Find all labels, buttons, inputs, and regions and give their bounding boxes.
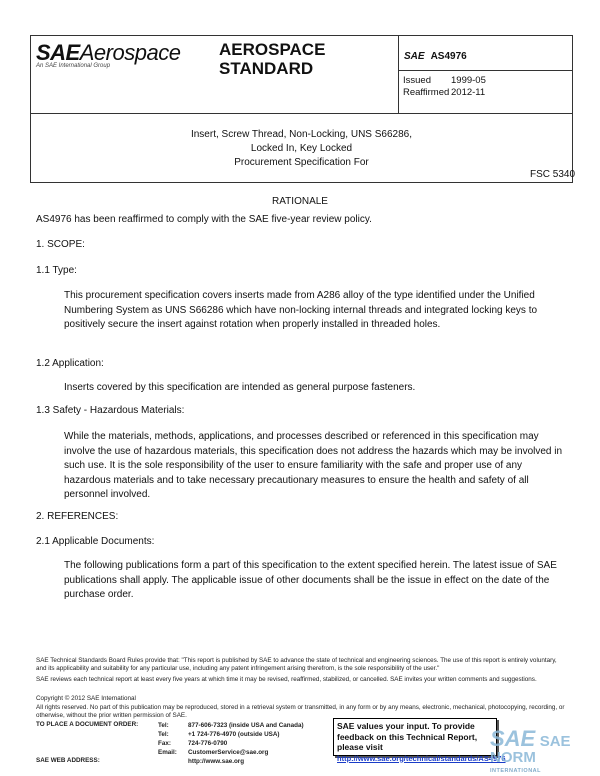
sae-logo: SAE	[404, 51, 425, 62]
sae-norm-watermark	[490, 728, 600, 775]
footer-copyright: Copyright © 2012 SAE International	[36, 695, 136, 702]
watermark-sub: INTERNATIONAL	[490, 768, 542, 774]
rationale-text: AS4976 has been reaffirmed to comply with the SAE five-year review policy.	[36, 214, 372, 225]
footer-rules: SAE Technical Standards Board Rules provide that: "This report is published by SAE to advance the state of technical and engineering sciences. The use of this report is entirely voluntary, and its applicability and suitability for any particular use, including any patent infringement arising therefrom, is the sole responsibility of the user."	[36, 657, 557, 672]
doc-meta	[403, 75, 486, 99]
rationale-heading: RATIONALE	[272, 196, 328, 207]
title-line: Insert, Screw Thread, Non-Locking, UNS S66286,	[190, 129, 413, 140]
footer-rights: All rights reserved. No part of this publication may be reproduced, stored in a retrieval system or transmitted, in any form or by any means, electronic, mechanical, photocopying, recording, or otherwise, without the prior written permission of SAE.	[36, 704, 565, 719]
divider	[30, 113, 573, 114]
logo-tagline: An SAE International Group	[36, 63, 111, 69]
reaffirmed-label: Reaffirmed	[403, 87, 450, 98]
issued-label: Issued	[403, 75, 431, 86]
doc-type: AEROSPACE STANDARD	[219, 40, 326, 78]
section-heading: 1.3 Safety - Hazardous Materials:	[36, 405, 185, 416]
web-link[interactable]: http://www.sae.org	[188, 758, 245, 765]
doc-number-text: AS4976	[430, 51, 467, 62]
doc-title	[30, 128, 573, 170]
watermark-mark: SAE	[490, 726, 536, 751]
section-text: This procurement specification covers inserts made from A286 alloy of the type identified under the Unified Numbering System as UNS S66286 which have non-locking internal threads and integrated locking keys to positively secure the insert against rotation when properly installed in threaded holes.	[64, 290, 538, 330]
tel: +1 724-776-4970 (outside USA)	[188, 731, 280, 738]
feedback-link[interactable]: http://www.sae.org/technical/standards/AS4976	[337, 753, 506, 763]
logo-sae: SAE	[36, 40, 80, 65]
section-heading: 1.2 Application:	[36, 358, 104, 369]
order-contacts	[158, 721, 338, 766]
issued-date: 1999-05	[451, 75, 486, 86]
fsc-code: FSC 5340	[530, 169, 576, 180]
section-heading: 1.1 Type:	[36, 265, 77, 276]
tel-label: Tel:	[158, 731, 169, 738]
watermark-text: SAE NORM	[490, 733, 571, 766]
section-text: The following publications form a part of this specification to the extent specified herein. The latest issue of SAE publications shall apply. The applicable issue of other documents shall be the issue in effect on the date of the purchase order.	[64, 560, 557, 600]
tel-label: Tel:	[158, 722, 169, 729]
divider	[398, 70, 573, 71]
tel: 877-606-7323 (inside USA and Canada)	[188, 722, 304, 729]
section-text: Inserts covered by this specification are intended as general purpose fasteners.	[64, 382, 416, 393]
feedback-box	[333, 718, 506, 763]
doc-number	[404, 51, 467, 62]
section-heading: 2.1 Applicable Documents:	[36, 536, 155, 547]
title-line: Locked In, Key Locked	[250, 143, 353, 154]
logo-text: Aerospace	[79, 40, 181, 65]
section-heading: 1. SCOPE:	[36, 239, 85, 250]
feedback-text: SAE values your input. To provide feedback on this Technical Report, please visit	[337, 721, 478, 752]
fax-label: Fax:	[158, 740, 171, 747]
order-label: TO PLACE A DOCUMENT ORDER:	[36, 721, 139, 728]
web-label: SAE WEB ADDRESS:	[36, 757, 100, 764]
email[interactable]: CustomerService@sae.org	[188, 749, 269, 756]
email-label: Email:	[158, 749, 177, 756]
reaffirmed-date: 2012-11	[451, 87, 486, 98]
title-line: Procurement Specification For	[234, 157, 369, 168]
section-heading: 2. REFERENCES:	[36, 511, 119, 522]
section-text: While the materials, methods, applications, and processes described or referenced in this specification may involve the use of hazardous materials, this specification does not address the hazards which may be involved in such use. It is the sole responsibility of the user to ensure familiarity with the safe and proper use of any hazardous materials and to take necessary precautionary measures to ensure the health and safety of all personnel involved.	[64, 431, 563, 500]
divider	[398, 35, 399, 113]
footer-review: SAE reviews each technical report at least every five years at which time it may be revised, reaffirmed, stabilized, or cancelled. SAE invites your written comments and suggestions.	[36, 676, 537, 683]
fax: 724-776-0790	[188, 740, 228, 747]
